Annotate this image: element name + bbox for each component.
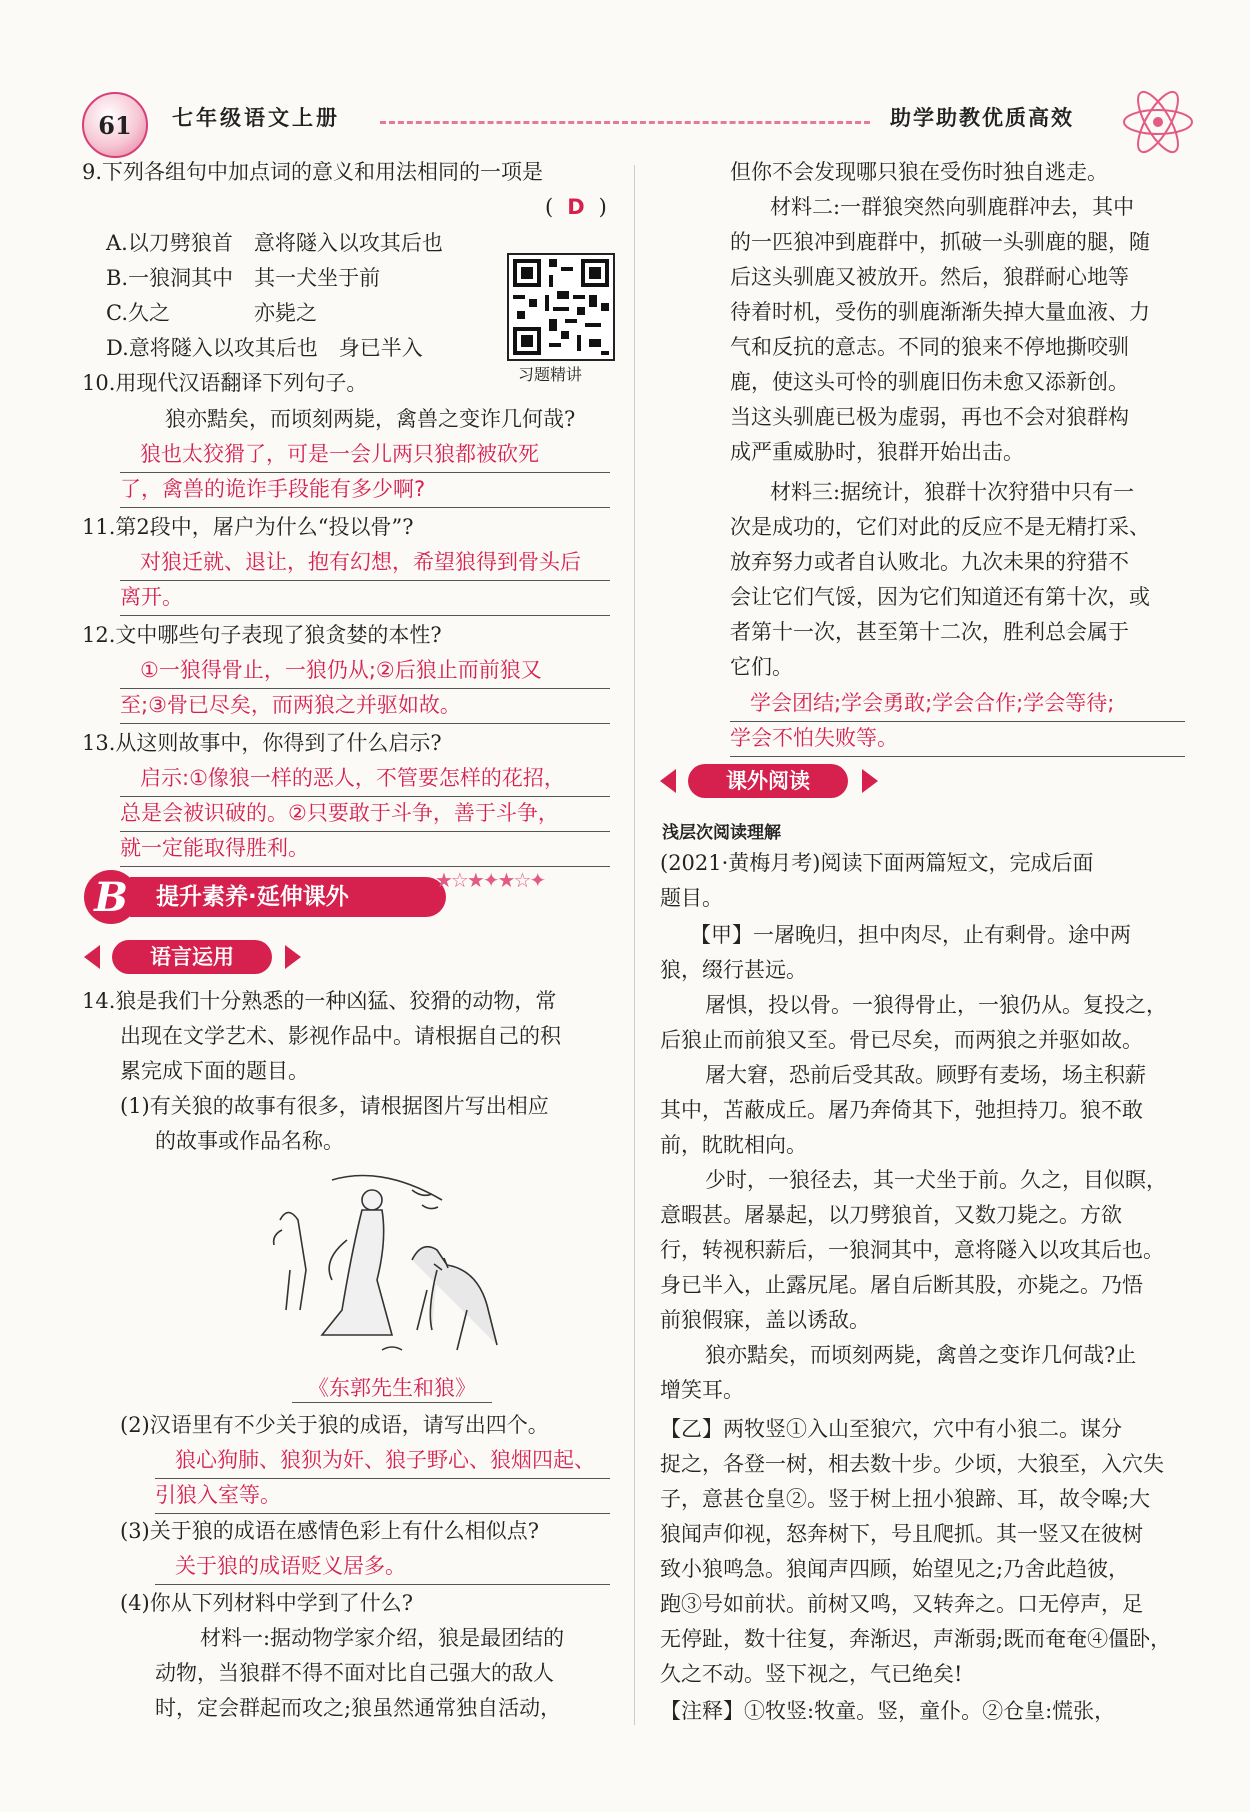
reading-intro-line2: 题目。 bbox=[660, 886, 723, 910]
material1-line2: 动物，当狼群不得不面对比自己强大的敌人 bbox=[155, 1661, 554, 1685]
qr-label: 习题精讲 bbox=[518, 365, 583, 384]
reading-intro-line1: (2021·黄梅月考)阅读下面两篇短文，完成后面 bbox=[660, 851, 1094, 875]
material2-line6: 鹿，使这头可怜的驯鹿旧伤未愈又添新创。 bbox=[730, 370, 1129, 394]
q14-p2-answer-line1: 狼心狗肺、狼狈为奸、狼子野心、狼烟四起、 bbox=[155, 1443, 610, 1479]
q14-p4: (4)你从下列材料中学到了什么? bbox=[120, 1591, 414, 1615]
q13-answer-line1: 启示:①像狼一样的恶人，不管要怎样的花招， bbox=[120, 761, 610, 797]
section-b-title: 提升素养·延伸课外 bbox=[130, 877, 446, 917]
jia-line10: 行，转视积薪后，一狼洞其中，意将隧入以攻其后也。 bbox=[660, 1238, 1164, 1262]
q14-p1-line1: (1)有关狼的故事有很多，请根据图片写出相应 bbox=[120, 1094, 549, 1118]
arrow-left-icon-2 bbox=[660, 769, 676, 793]
jia-line7: 前，眈眈相向。 bbox=[660, 1133, 807, 1157]
jia-line14: 增笑耳。 bbox=[660, 1378, 744, 1402]
yi-line6: 跑③号如前状。前树又鸣，又转奔之。口无停声，足 bbox=[660, 1592, 1143, 1616]
arrow-left-icon bbox=[84, 945, 100, 969]
note-line: 【注释】①牧竖:牧童。竖，童仆。②仓皇:慌张， bbox=[660, 1699, 1116, 1723]
q9-stem: 9.下列各组句中加点词的意义和用法相同的一项是 bbox=[82, 160, 544, 184]
material1-line1: 材料一:据动物学家介绍，狼是最团结的 bbox=[200, 1626, 565, 1650]
jia-line11: 身已半入，止露尻尾。屠自后断其股，亦毙之。乃悟 bbox=[660, 1273, 1143, 1297]
material2-line1: 材料二:一群狼突然向驯鹿群冲去，其中 bbox=[770, 195, 1135, 219]
q14-stem-line2: 出现在文学艺术、影视作品中。请根据自己的积 bbox=[120, 1024, 561, 1048]
q14-p3: (3)关于狼的成语在感情色彩上有什么相似点? bbox=[120, 1519, 540, 1543]
yi-line4: 狼闻声仰视，怒奔树下，号且爬抓。其一竖又在彼树 bbox=[660, 1522, 1143, 1546]
q14-p4-answer-line2: 学会不怕失败等。 bbox=[730, 721, 1185, 757]
yi-line8: 久之不动。竖下视之，气已绝矣! bbox=[660, 1662, 963, 1686]
q10-stem: 10.用现代汉语翻译下列句子。 bbox=[82, 371, 368, 395]
jia-line13: 狼亦黠矣，而顷刻两毙，禽兽之变诈几何哉?止 bbox=[705, 1343, 1137, 1367]
material3-line2: 次是成功的，它们对此的反应不是无精打采、 bbox=[730, 515, 1150, 539]
jia-line9: 意暇甚。屠暴起，以刀劈狼首，又数刀毙之。方欲 bbox=[660, 1203, 1122, 1227]
material2-line7: 当这头驯鹿已极为虚弱，再也不会对狼群构 bbox=[730, 405, 1129, 429]
arrow-right-icon-2 bbox=[862, 769, 878, 793]
q14-stem-line1: 14.狼是我们十分熟悉的一种凶猛、狡猾的动物，常 bbox=[82, 989, 557, 1013]
jia-line6: 其中，苫蔽成丘。屠乃奔倚其下，弛担持刀。狼不敢 bbox=[660, 1098, 1143, 1122]
q13-answer-line2: 总是会被识破的。②只要敢于斗争，善于斗争， bbox=[120, 796, 610, 832]
q9-answer-bracket: ( D ) bbox=[545, 195, 607, 219]
yi-line3: 子，意甚仓皇②。竖于树上扭小狼蹄、耳，故令嗥;大 bbox=[660, 1487, 1151, 1511]
jia-line2: 狼，缀行甚远。 bbox=[660, 958, 807, 982]
q11-answer-line1: 对狼迁就、退让，抱有幻想，希望狼得到骨头后 bbox=[120, 545, 610, 581]
header-divider bbox=[380, 121, 870, 124]
material3-line3: 放弃努力或者自认败北。九次未果的狩猎不 bbox=[730, 550, 1129, 574]
q10-sentence: 狼亦黠矣，而顷刻两毙，禽兽之变诈几何哉? bbox=[165, 407, 576, 431]
jia-line5: 屠大窘，恐前后受其敌。顾野有麦场，场主积薪 bbox=[705, 1063, 1146, 1087]
material2-line5: 气和反抗的意志。不同的狼来不停地撕咬驯 bbox=[730, 335, 1129, 359]
extra-reading-label: 课外阅读 bbox=[688, 764, 848, 798]
material3-line1: 材料三:据统计，狼群十次狩猎中只有一 bbox=[770, 480, 1135, 504]
q12-answer-line1: ①一狼得骨止，一狼仍从;②后狼止而前狼又 bbox=[120, 653, 610, 689]
q11-answer-line2: 离开。 bbox=[120, 580, 610, 616]
q12-answer-line2: 至;③骨已尽矣，而两狼之并驱如故。 bbox=[120, 688, 610, 724]
material2-line3: 后这头驯鹿又被放开。然后，狼群耐心地等 bbox=[730, 265, 1129, 289]
q14-p3-answer: 关于狼的成语贬义居多。 bbox=[155, 1549, 610, 1585]
column-divider bbox=[634, 165, 635, 1725]
q9-option-d: D.意将隧入以攻其后也 身已半入 bbox=[106, 336, 423, 360]
language-use-label: 语言运用 bbox=[112, 940, 272, 974]
material2-line8: 成严重威胁时，狼群开始出击。 bbox=[730, 440, 1024, 464]
section-b-badge-icon: B bbox=[84, 870, 138, 924]
qr-code-icon bbox=[509, 255, 613, 359]
material3-line6: 它们。 bbox=[730, 655, 793, 679]
material2-line2: 的一匹狼冲到鹿群中，抓破一头驯鹿的腿，随 bbox=[730, 230, 1150, 254]
jia-line3: 屠惧，投以骨。一狼得骨止，一狼仍从。复投之， bbox=[705, 993, 1167, 1017]
q10-answer-line1: 狼也太狡猾了，可是一会儿两只狼都被砍死 bbox=[120, 437, 610, 473]
header-slogan: 助学助教优质高效 bbox=[890, 106, 1074, 130]
atom-logo-icon bbox=[1120, 84, 1196, 160]
material2-line4: 待着时机，受伤的驯鹿渐渐失掉大量血液、力 bbox=[730, 300, 1150, 324]
yi-line7: 无停趾，数十往复，奔渐迟，声渐弱;既而奄奄④僵卧， bbox=[660, 1627, 1172, 1651]
material1-line4: 但你不会发现哪只狼在受伤时独自逃走。 bbox=[730, 160, 1108, 184]
jia-line8: 少时，一狼径去，其一犬坐于前。久之，目似瞑， bbox=[705, 1168, 1167, 1192]
q10-answer-line2: 了，禽兽的诡诈手段能有多少啊? bbox=[120, 472, 610, 508]
book-title: 七年级语文上册 bbox=[172, 106, 340, 130]
q13-stem: 13.从这则故事中，你得到了什么启示? bbox=[82, 731, 442, 755]
q9-answer: D bbox=[567, 195, 585, 219]
q14-p1-answer: 《东郭先生和狼》 bbox=[292, 1372, 492, 1403]
dongguo-wolf-illustration bbox=[262, 1160, 506, 1370]
q14-p1-line2: 的故事或作品名称。 bbox=[155, 1129, 344, 1153]
q9-option-c: C.久之 亦毙之 bbox=[106, 301, 317, 325]
page-number: 61 bbox=[82, 92, 148, 158]
yi-line5: 致小狼鸣急。狼闻声四顾，始望见之;乃舍此趋彼， bbox=[660, 1557, 1130, 1581]
jia-line1: 【甲】一屠晚归，担中肉尽，止有剩骨。途中两 bbox=[690, 923, 1131, 947]
material1-line3: 时，定会群起而攻之;狼虽然通常独自活动， bbox=[155, 1696, 562, 1720]
yi-line2: 捉之，各登一树，相去数十步。少顷，大狼至，入穴失 bbox=[660, 1452, 1164, 1476]
qr-code[interactable] bbox=[507, 253, 615, 361]
q9-option-b: B.一狼洞其中 其一犬坐于前 bbox=[106, 266, 381, 290]
q9-option-a: A.以刀劈狼首 意将隧入以攻其后也 bbox=[106, 231, 443, 255]
q13-answer-line3: 就一定能取得胜利。 bbox=[120, 831, 610, 867]
material3-line5: 者第十一次，甚至第十二次，胜利总会属于 bbox=[730, 620, 1129, 644]
stars-decoration-icon: ★☆★✦★☆✦ bbox=[435, 868, 545, 892]
q12-stem: 12.文中哪些句子表现了狼贪婪的本性? bbox=[82, 623, 442, 647]
arrow-right-icon bbox=[285, 945, 301, 969]
jia-line12: 前狼假寐，盖以诱敌。 bbox=[660, 1308, 870, 1332]
shallow-reading-heading: 浅层次阅读理解 bbox=[662, 823, 781, 843]
q14-p2: (2)汉语里有不少关于狼的成语，请写出四个。 bbox=[120, 1413, 549, 1437]
q14-p2-answer-line2: 引狼入室等。 bbox=[155, 1478, 610, 1514]
yi-line1: 【乙】两牧竖①入山至狼穴，穴中有小狼二。谋分 bbox=[660, 1417, 1122, 1441]
q11-stem: 11.第2段中，屠户为什么“投以骨”? bbox=[82, 515, 414, 539]
jia-line4: 后狼止而前狼又至。骨已尽矣，而两狼之并驱如故。 bbox=[660, 1028, 1143, 1052]
material3-line4: 会让它们气馁，因为它们知道还有第十次，或 bbox=[730, 585, 1150, 609]
q14-p4-answer-line1: 学会团结;学会勇敢;学会合作;学会等待; bbox=[730, 686, 1185, 722]
q14-stem-line3: 累完成下面的题目。 bbox=[120, 1059, 309, 1083]
